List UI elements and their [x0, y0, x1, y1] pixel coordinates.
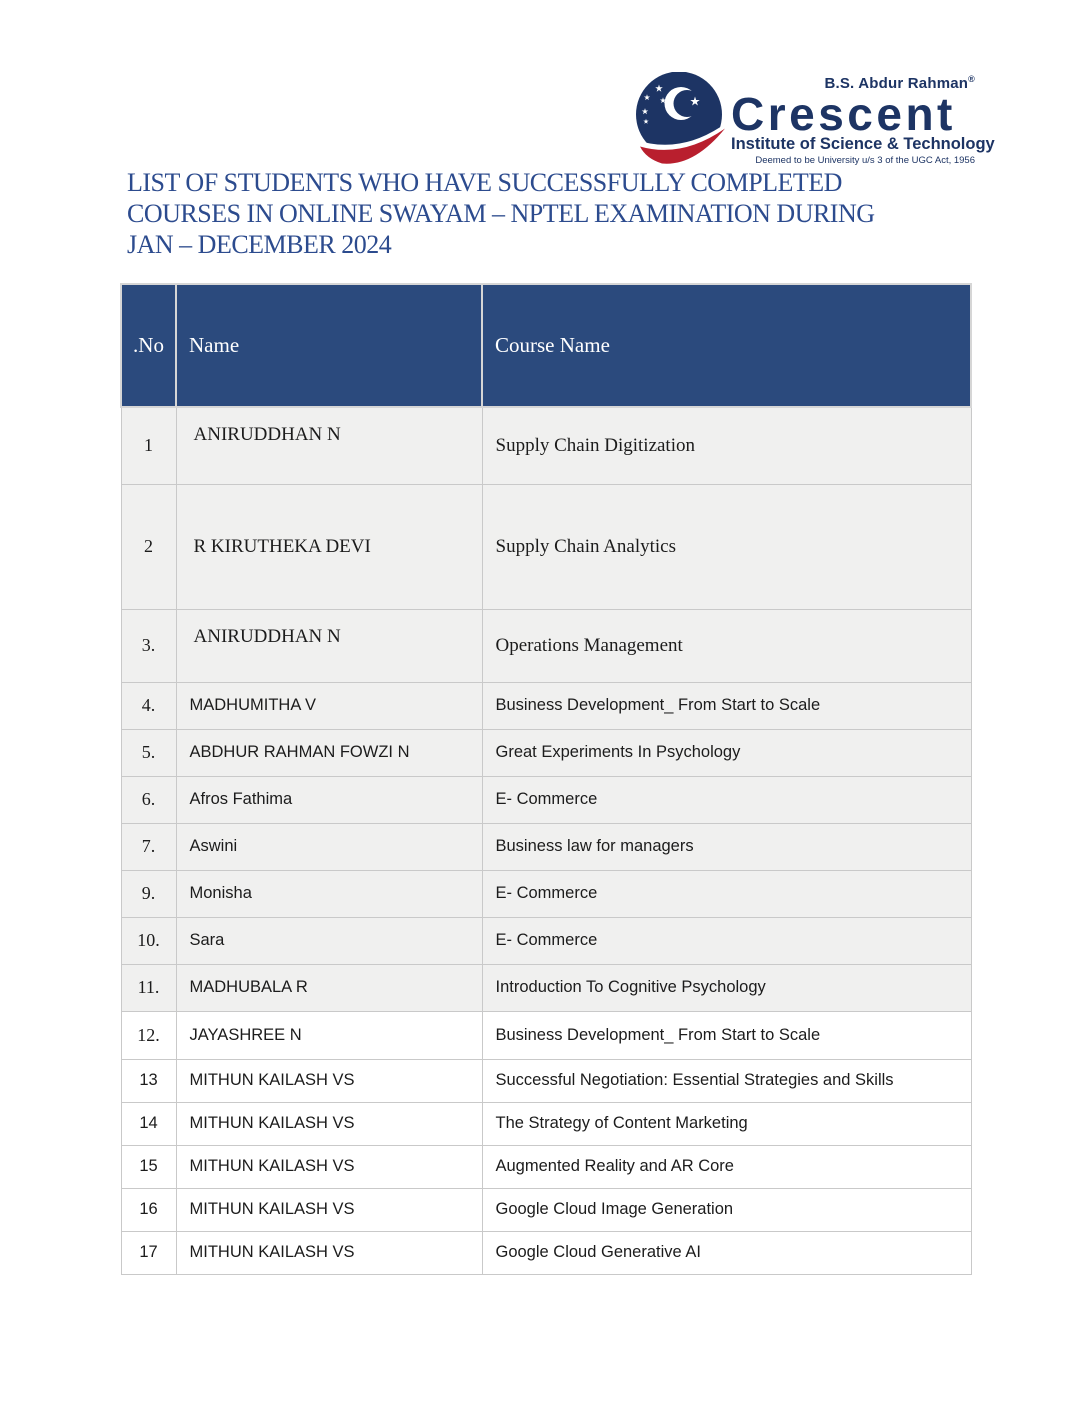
course-name-cell: Business Development_ From Start to Scale — [482, 682, 971, 729]
course-name-cell: Business Development_ From Start to Scale — [482, 1011, 971, 1059]
table-row — [121, 964, 971, 1011]
student-name-cell: MITHUN KAILASH VS — [176, 1102, 482, 1145]
table-row — [121, 1059, 971, 1102]
course-name-cell: Supply Chain Analytics — [482, 484, 971, 609]
course-name-cell: Business law for managers — [482, 823, 971, 870]
course-name-cell: Introduction To Cognitive Psychology — [482, 964, 971, 1011]
student-name-cell: Aswini — [176, 823, 482, 870]
table-row — [121, 1145, 971, 1188]
students-table-body — [121, 407, 971, 1274]
table-row — [121, 1231, 971, 1274]
course-name-cell: E- Commerce — [482, 870, 971, 917]
table-row — [121, 870, 971, 917]
row-number-cell: 2 — [121, 484, 176, 609]
row-number-cell: 12. — [121, 1011, 176, 1059]
title-line: JAN – DECEMBER 2024 — [127, 230, 392, 259]
row-number-cell: 5. — [121, 729, 176, 776]
row-number-cell: 9. — [121, 870, 176, 917]
table-row — [121, 729, 971, 776]
row-number-cell: 16 — [121, 1188, 176, 1231]
students-table — [120, 283, 972, 1275]
table-row — [121, 407, 971, 484]
table-row — [121, 682, 971, 729]
row-number-cell: 14 — [121, 1102, 176, 1145]
course-name-cell: Successful Negotiation: Essential Strategies and Skills — [482, 1059, 971, 1102]
registered-trademark-symbol: ® — [968, 74, 975, 84]
row-number-cell: 13 — [121, 1059, 176, 1102]
row-number-cell: 7. — [121, 823, 176, 870]
course-name-cell: Great Experiments In Psychology — [482, 729, 971, 776]
student-name-cell: ANIRUDDHAN N — [176, 407, 482, 484]
row-number-cell: 15 — [121, 1145, 176, 1188]
table-row — [121, 823, 971, 870]
student-name-cell: MITHUN KAILASH VS — [176, 1059, 482, 1102]
logo-tagline: Deemed to be University u/s 3 of the UGC Act, 1956 — [755, 155, 975, 166]
course-name-cell: Google Cloud Generative AI — [482, 1231, 971, 1274]
table-row — [121, 776, 971, 823]
row-number-cell: 3. — [121, 609, 176, 682]
institute-logo — [632, 72, 995, 166]
student-name-cell: Sara — [176, 917, 482, 964]
student-name-cell: ABDHUR RAHMAN FOWZI N — [176, 729, 482, 776]
row-number-cell: 10. — [121, 917, 176, 964]
course-name-cell: E- Commerce — [482, 917, 971, 964]
student-name-cell: ANIRUDDHAN N — [176, 609, 482, 682]
student-name-cell: MITHUN KAILASH VS — [176, 1188, 482, 1231]
crescent-moon-stars-logo-icon — [632, 72, 727, 165]
title-line: COURSES IN ONLINE SWAYAM – NPTEL EXAMINATION DURING — [127, 199, 875, 228]
course-name-cell: Google Cloud Image Generation — [482, 1188, 971, 1231]
student-name-cell: Monisha — [176, 870, 482, 917]
course-name-cell: Augmented Reality and AR Core — [482, 1145, 971, 1188]
page-title — [127, 167, 1007, 260]
student-name-cell: R KIRUTHEKA DEVI — [176, 484, 482, 609]
row-number-cell: 6. — [121, 776, 176, 823]
title-line: LIST OF STUDENTS WHO HAVE SUCCESSFULLY COMPLETED — [127, 168, 842, 197]
col-header-course: Course Name — [482, 284, 971, 407]
table-row — [121, 1011, 971, 1059]
table-row — [121, 609, 971, 682]
course-name-cell: Supply Chain Digitization — [482, 407, 971, 484]
student-name-cell: MITHUN KAILASH VS — [176, 1231, 482, 1274]
col-header-no: .No — [121, 284, 176, 407]
row-number-cell: 1 — [121, 407, 176, 484]
logo-institute-name: Institute of Science & Technology — [731, 135, 995, 153]
logo-text-block — [731, 72, 995, 166]
logo-brand-name: Crescent — [731, 88, 956, 140]
student-name-cell: MITHUN KAILASH VS — [176, 1145, 482, 1188]
row-number-cell: 11. — [121, 964, 176, 1011]
course-name-cell: Operations Management — [482, 609, 971, 682]
logo-brand-top: B.S. Abdur Rahman® — [824, 74, 975, 92]
table-row — [121, 917, 971, 964]
student-name-cell: MADHUBALA R — [176, 964, 482, 1011]
student-name-cell: JAYASHREE N — [176, 1011, 482, 1059]
student-name-cell: Afros Fathima — [176, 776, 482, 823]
student-name-cell: MADHUMITHA V — [176, 682, 482, 729]
row-number-cell: 17 — [121, 1231, 176, 1274]
course-name-cell: E- Commerce — [482, 776, 971, 823]
course-name-cell: The Strategy of Content Marketing — [482, 1102, 971, 1145]
col-header-name: Name — [176, 284, 482, 407]
table-row — [121, 484, 971, 609]
table-row — [121, 1102, 971, 1145]
table-row — [121, 1188, 971, 1231]
row-number-cell: 4. — [121, 682, 176, 729]
table-header-row — [121, 284, 971, 407]
